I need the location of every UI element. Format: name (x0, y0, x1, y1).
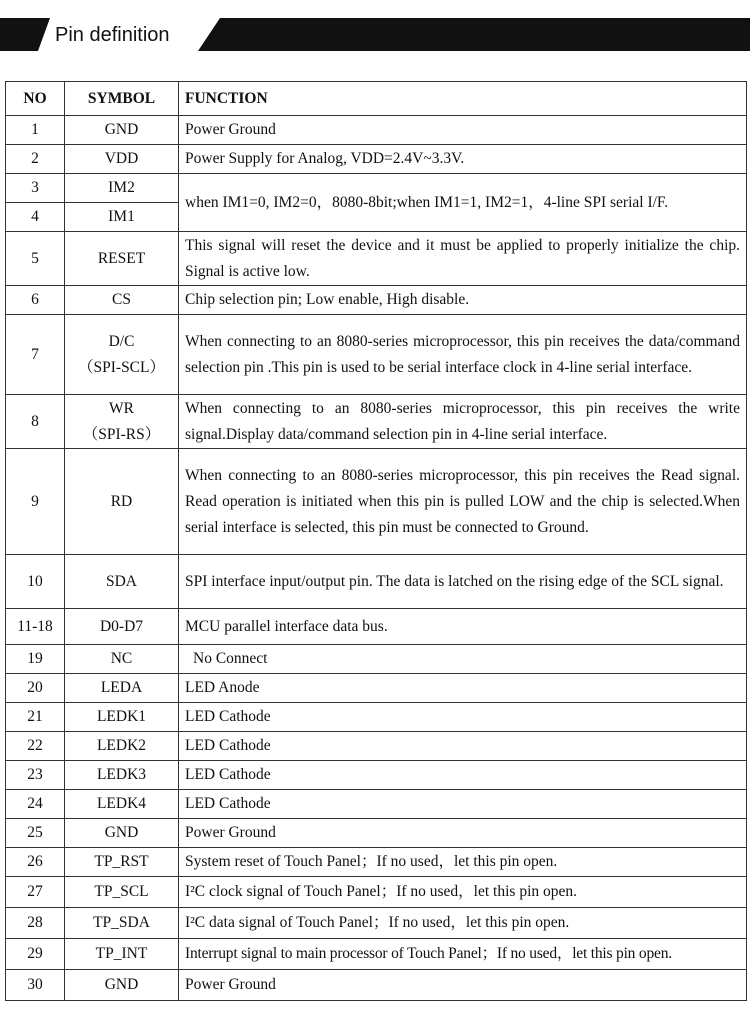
table-row (6, 609, 747, 645)
pin-no: 22 (6, 732, 65, 761)
table-row (6, 908, 747, 939)
pin-symbol: GND (65, 819, 179, 848)
pin-no: 19 (6, 645, 65, 674)
pin-symbol: IM1 (65, 203, 179, 232)
table-row (6, 315, 747, 395)
table-row (6, 703, 747, 732)
table-row (6, 877, 747, 908)
pin-no: 2 (6, 145, 65, 174)
pin-symbol-cell (65, 395, 179, 449)
pin-symbol: TP_RST (65, 848, 179, 877)
pin-symbol: TP_SDA (65, 908, 179, 939)
pin-function: LED Cathode (179, 761, 747, 790)
table-row (6, 555, 747, 609)
pin-function: System reset of Touch Panel；If no used，let this pin open. (179, 848, 747, 877)
pin-symbol-alt: （SPI-RS） (82, 425, 161, 443)
pin-no: 7 (6, 315, 65, 395)
pin-no: 30 (6, 970, 65, 1001)
pin-function: MCU parallel interface data bus. (179, 609, 747, 645)
table-row (6, 174, 747, 203)
table-row (6, 848, 747, 877)
table-row (6, 145, 747, 174)
pin-function: No Connect (179, 645, 747, 674)
pin-symbol: TP_INT (65, 939, 179, 970)
pin-function: I²C data signal of Touch Panel；If no used，let this pin open. (179, 908, 747, 939)
table-header-row (6, 82, 747, 116)
pin-function: LED Cathode (179, 703, 747, 732)
pin-symbol: IM2 (65, 174, 179, 203)
table-row (6, 645, 747, 674)
pin-no: 28 (6, 908, 65, 939)
pin-function: Chip selection pin; Low enable, High disable. (179, 286, 747, 315)
pin-symbol: SDA (65, 555, 179, 609)
pin-function: LED Cathode (179, 790, 747, 819)
pin-no: 3 (6, 174, 65, 203)
pin-function: This signal will reset the device and it must be applied to properly initialize the chip. Signal is active low. (179, 232, 747, 286)
pin-symbol: GND (65, 116, 179, 145)
table-row (6, 939, 747, 970)
pin-no: 24 (6, 790, 65, 819)
pin-symbol: LEDK3 (65, 761, 179, 790)
pin-no: 4 (6, 203, 65, 232)
pin-no: 23 (6, 761, 65, 790)
pin-symbol: LEDK4 (65, 790, 179, 819)
pin-no: 21 (6, 703, 65, 732)
pin-no: 20 (6, 674, 65, 703)
pin-definition-table (5, 81, 747, 1001)
pin-symbol: RESET (65, 232, 179, 286)
table-row (6, 761, 747, 790)
table-row (6, 674, 747, 703)
pin-symbol-alt: （SPI-SCL） (78, 358, 165, 376)
pin-no: 9 (6, 449, 65, 555)
pin-symbol: VDD (65, 145, 179, 174)
pin-symbol: D/C (108, 332, 135, 350)
pin-symbol: TP_SCL (65, 877, 179, 908)
pin-symbol-cell (65, 315, 179, 395)
pin-function: Power Ground (179, 819, 747, 848)
table-row (6, 116, 747, 145)
pin-no: 27 (6, 877, 65, 908)
pin-symbol: WR (109, 399, 134, 417)
pin-no: 26 (6, 848, 65, 877)
pin-function: SPI interface input/output pin. The data is latched on the rising edge of the SCL signal. (179, 555, 747, 609)
table-row (6, 449, 747, 555)
table-row (6, 790, 747, 819)
pin-symbol: LEDA (65, 674, 179, 703)
section-title: Pin definition (55, 24, 170, 46)
pin-function: LED Anode (179, 674, 747, 703)
pin-function: LED Cathode (179, 732, 747, 761)
pin-no: 11-18 (6, 609, 65, 645)
pin-function: When connecting to an 8080-series microprocessor, this pin receives the write signal.Display data/command selection pin in 4-line serial interface. (179, 395, 747, 449)
pin-function: Interrupt signal to main processor of Touch Panel；If no used，let this pin open. (179, 939, 747, 970)
pin-no: 6 (6, 286, 65, 315)
pin-symbol: CS (65, 286, 179, 315)
pin-function: When connecting to an 8080-series microprocessor, this pin receives the data/command selection pin .This pin is used to be serial interface clock in 4-line serial interface. (179, 315, 747, 395)
pin-no: 8 (6, 395, 65, 449)
table-row (6, 732, 747, 761)
pin-symbol: D0-D7 (65, 609, 179, 645)
table-row (6, 819, 747, 848)
pin-no: 1 (6, 116, 65, 145)
column-header-function: FUNCTION (179, 82, 747, 116)
pin-symbol: NC (65, 645, 179, 674)
column-header-symbol: SYMBOL (65, 82, 179, 116)
table-row (6, 232, 747, 286)
table-row (6, 286, 747, 315)
pin-symbol: RD (65, 449, 179, 555)
pin-symbol: LEDK2 (65, 732, 179, 761)
pin-function: Power Ground (179, 970, 747, 1001)
column-header-no: NO (6, 82, 65, 116)
pin-function: I²C clock signal of Touch Panel；If no used，let this pin open. (179, 877, 747, 908)
pin-function: Power Supply for Analog, VDD=2.4V~3.3V. (179, 145, 747, 174)
pin-function: when IM1=0, IM2=0，8080-8bit;when IM1=1, IM2=1，4-line SPI serial I/F. (179, 174, 747, 232)
pin-no: 29 (6, 939, 65, 970)
table-row (6, 970, 747, 1001)
pin-no: 10 (6, 555, 65, 609)
pin-symbol: LEDK1 (65, 703, 179, 732)
pin-symbol: GND (65, 970, 179, 1001)
pin-function: Power Ground (179, 116, 747, 145)
pin-function: When connecting to an 8080-series microprocessor, this pin receives the Read signal. Read operation is initiated when this pin is pulled LOW and the chip is selected.When serial interface is selected, this pin must be connected to Ground. (179, 449, 747, 555)
pin-no: 5 (6, 232, 65, 286)
pin-no: 25 (6, 819, 65, 848)
table-row (6, 395, 747, 449)
